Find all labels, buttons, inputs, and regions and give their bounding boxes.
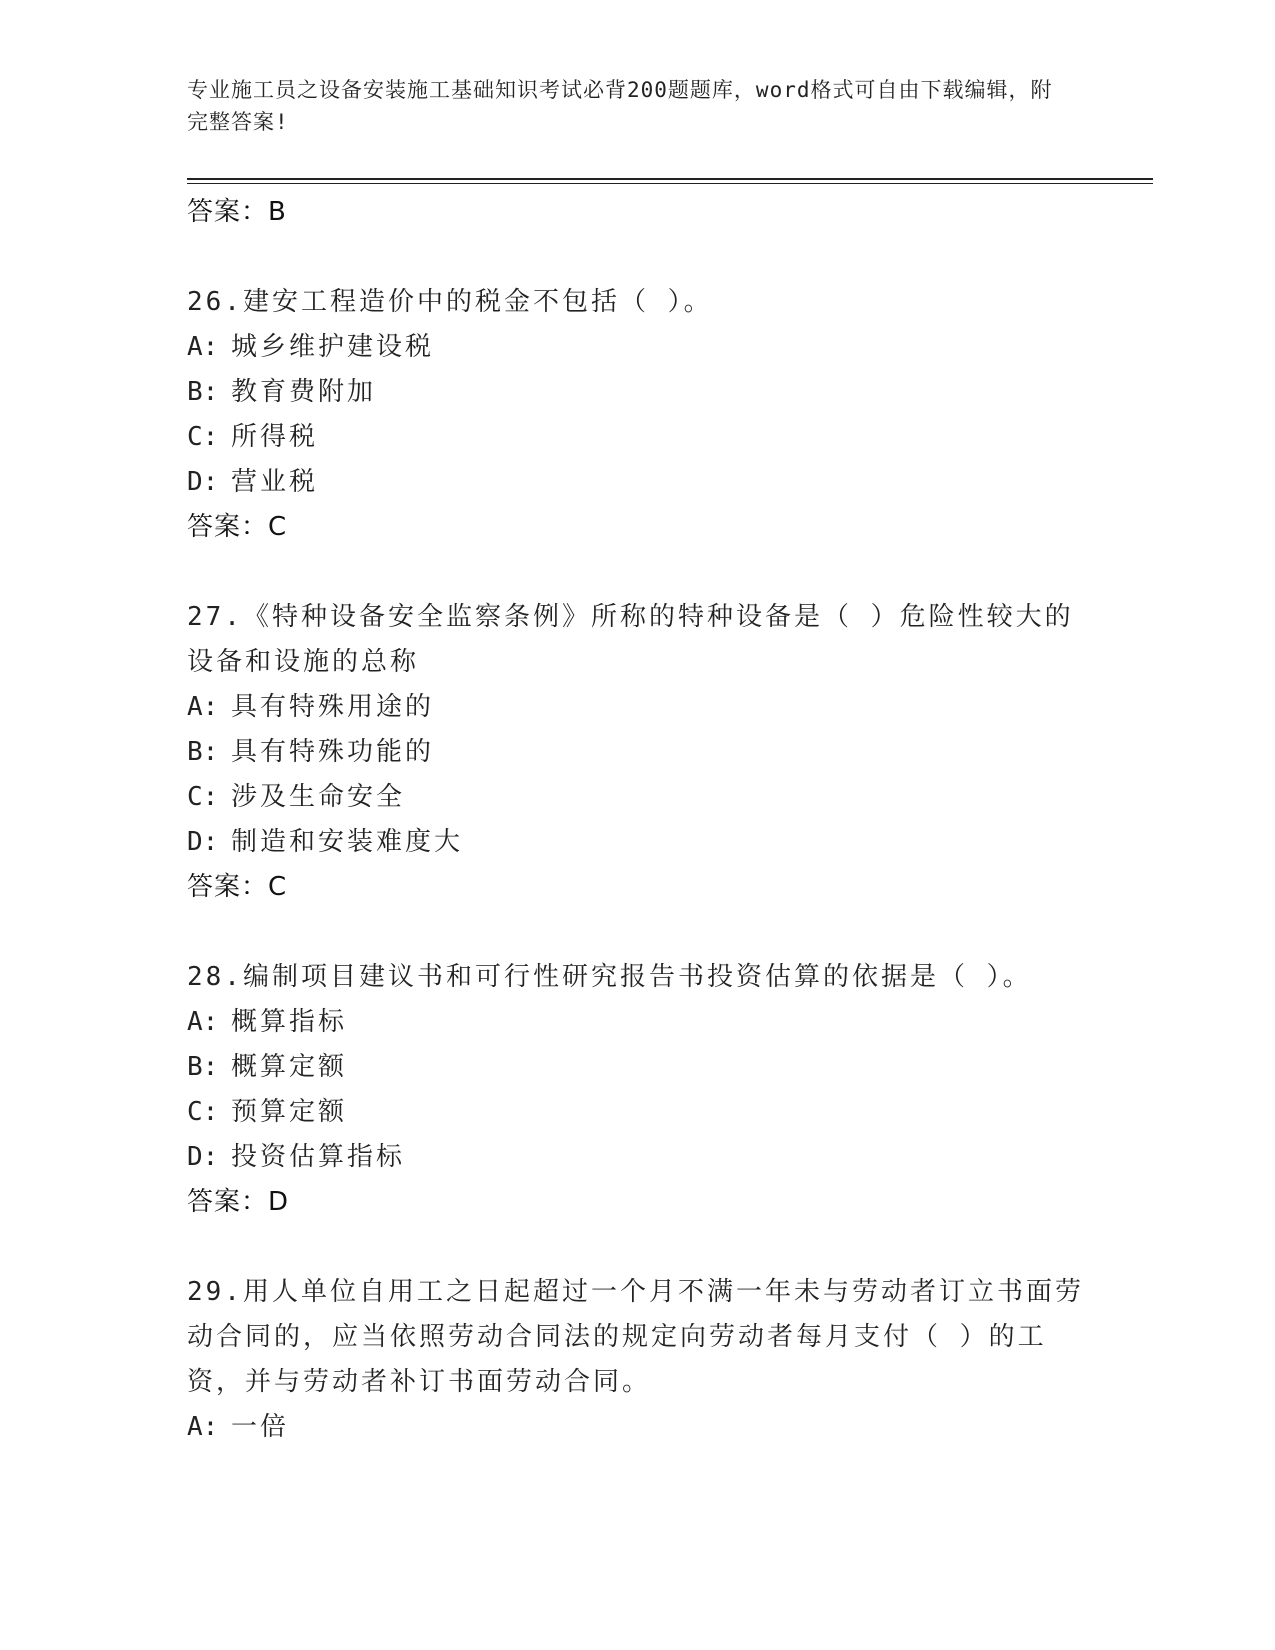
option-key: A:	[187, 332, 219, 362]
spacer	[187, 909, 1087, 955]
question-list	[187, 190, 1087, 1450]
page-header-title: 专业施工员之设备安装施工基础知识考试必背200题题库，word格式可自由下载编辑，附完整答案!	[187, 78, 1053, 134]
option-text: 投资估算指标	[231, 1142, 406, 1172]
option-text: 一倍	[231, 1412, 290, 1442]
header-divider	[187, 178, 1153, 180]
spacer	[187, 1224, 1087, 1270]
header-divider-thin	[187, 183, 1153, 184]
option-key: A:	[187, 1412, 219, 1442]
question-stem: 27.《特种设备安全监察条例》所称的特种设备是（ ）危险性较大的设备和设施的总称	[187, 602, 1074, 677]
option-text: 具有特殊用途的	[231, 692, 435, 722]
answer-line: 答案：B	[187, 197, 287, 227]
answer-line: 答案：D	[187, 1187, 290, 1217]
option-text: 涉及生命安全	[231, 782, 406, 812]
option-key: B:	[187, 737, 219, 767]
option-b	[187, 370, 1087, 415]
option-key: C:	[187, 782, 219, 812]
answer-line: 答案：C	[187, 872, 288, 902]
option-key: D:	[187, 1142, 219, 1172]
option-c	[187, 1090, 1087, 1135]
option-a	[187, 1000, 1087, 1045]
option-text: 制造和安装难度大	[231, 827, 464, 857]
question-item	[187, 1270, 1087, 1450]
option-text: 所得税	[231, 422, 319, 452]
spacer	[187, 234, 1087, 280]
option-d	[187, 460, 1087, 505]
option-text: 营业税	[231, 467, 319, 497]
option-key: B:	[187, 1052, 219, 1082]
question-item	[187, 595, 1087, 909]
option-key: C:	[187, 1097, 219, 1127]
option-key: B:	[187, 377, 219, 407]
option-d	[187, 1135, 1087, 1180]
option-a	[187, 685, 1087, 730]
option-d	[187, 820, 1087, 865]
question-stem: 26.建安工程造价中的税金不包括（ ）。	[187, 287, 713, 317]
option-key: D:	[187, 827, 219, 857]
option-key: A:	[187, 1007, 219, 1037]
question-stem: 29.用人单位自用工之日起超过一个月不满一年未与劳动者订立书面劳动合同的，应当依照劳动合同法的规定向劳动者每月支付（ ）的工资，并与劳动者补订书面劳动合同。	[187, 1277, 1084, 1397]
option-text: 城乡维护建设税	[231, 332, 435, 362]
question-stem: 28.编制项目建议书和可行性研究报告书投资估算的依据是（ ）。	[187, 962, 1032, 992]
option-text: 概算指标	[231, 1007, 348, 1037]
option-b	[187, 730, 1087, 775]
option-key: C:	[187, 422, 219, 452]
question-item	[187, 280, 1087, 549]
option-b	[187, 1045, 1087, 1090]
option-a	[187, 325, 1087, 370]
option-c	[187, 775, 1087, 820]
option-c	[187, 415, 1087, 460]
option-a	[187, 1405, 1087, 1450]
option-key: A:	[187, 692, 219, 722]
option-text: 预算定额	[231, 1097, 348, 1127]
option-text: 概算定额	[231, 1052, 348, 1082]
question-item	[187, 955, 1087, 1224]
option-key: D:	[187, 467, 219, 497]
spacer	[187, 549, 1087, 595]
option-text: 教育费附加	[231, 377, 377, 407]
answer-line: 答案：C	[187, 512, 288, 542]
option-text: 具有特殊功能的	[231, 737, 435, 767]
